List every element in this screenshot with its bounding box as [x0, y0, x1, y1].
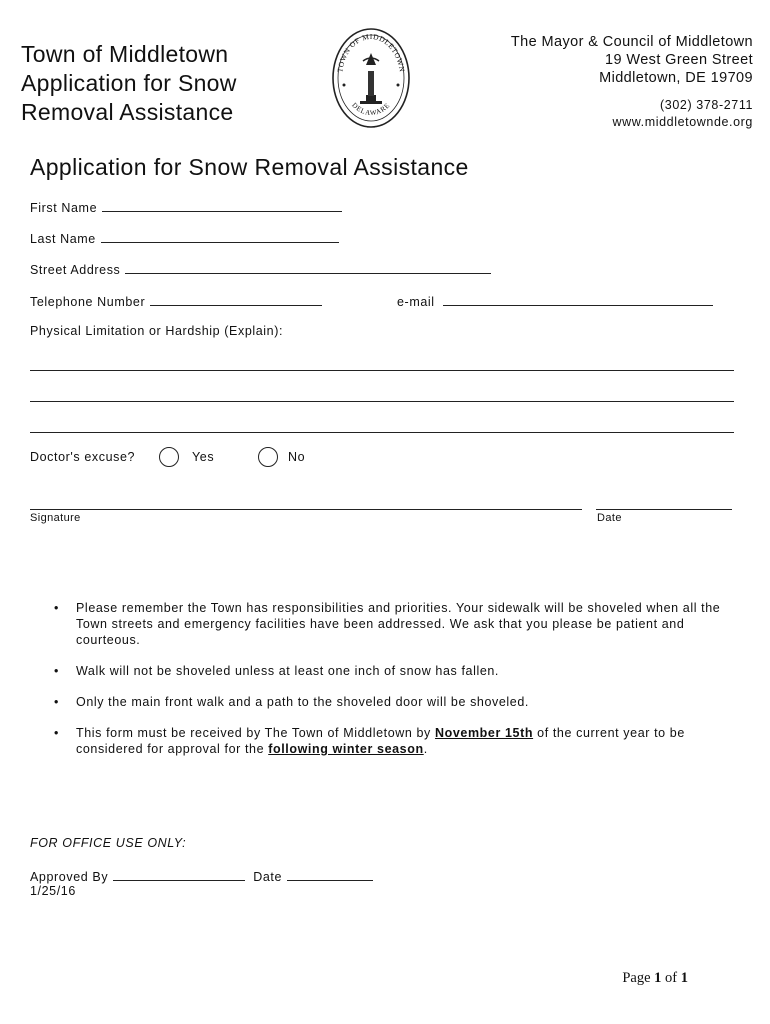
note-text-4c: . — [423, 742, 428, 756]
note-text-1: Please remember the Town has responsibilities and priorities. Your sidewalk will be shoveled when all the Town streets and emergency facilities have been addressed. We ask that you please be patient and courteous. — [76, 601, 721, 647]
address-line-1: The Mayor & Council of Middletown — [510, 34, 753, 50]
first-name-input-line[interactable] — [102, 199, 342, 212]
street-address-label: Street Address — [30, 263, 121, 277]
hardship-line-1[interactable] — [30, 370, 734, 371]
address-phone: (302) 378-2711 — [660, 98, 753, 112]
note-text-2: Walk will not be shoveled unless at least one inch of snow has fallen. — [76, 664, 499, 678]
signature-date-label: Date — [597, 512, 622, 524]
last-name-input-line[interactable] — [101, 230, 339, 243]
bullet-icon: • — [54, 664, 59, 678]
address-line-2: 19 West Green Street — [605, 52, 753, 68]
town-seal-logo — [330, 25, 412, 131]
signature-label: Signature — [30, 512, 81, 524]
note-item — [54, 663, 746, 679]
revision-date: 1/25/16 — [30, 884, 76, 898]
last-name-field — [30, 230, 339, 246]
first-name-label: First Name — [30, 201, 98, 215]
seal-bottom-text: DELAWARE — [350, 101, 392, 118]
note-item — [54, 600, 746, 648]
doctor-excuse-no-label: No — [288, 450, 306, 464]
season-text: following winter season — [268, 742, 424, 756]
doctor-excuse-yes-label: Yes — [192, 450, 215, 464]
notes-list — [54, 600, 746, 772]
deadline-text: November 15th — [434, 726, 534, 740]
approved-by-input-line[interactable] — [113, 868, 245, 881]
signature-line[interactable] — [30, 509, 582, 510]
email-label: e-mail — [397, 295, 435, 309]
street-address-input-line[interactable] — [125, 261, 491, 274]
page-number — [622, 970, 688, 987]
header-title-line-2: Application for Snow — [21, 70, 237, 96]
hardship-line-2[interactable] — [30, 401, 734, 402]
page-of: of — [665, 970, 678, 986]
street-address-field — [30, 261, 491, 277]
bullet-icon: • — [54, 601, 59, 615]
approved-by-label: Approved By — [30, 870, 109, 884]
address-website: www.middletownde.org — [612, 115, 753, 129]
bullet-icon: • — [54, 726, 59, 740]
form-title: Application for Snow Removal Assistance — [30, 154, 469, 180]
doctor-excuse-no-radio[interactable] — [258, 447, 278, 467]
approved-by-field — [30, 868, 373, 884]
telephone-label: Telephone Number — [30, 295, 146, 309]
note-item — [54, 694, 746, 710]
page-current: 1 — [654, 970, 662, 986]
svg-text:TOWN OF MIDDLETOWN — [335, 32, 406, 73]
doctor-excuse-label: Doctor's excuse? — [30, 450, 136, 464]
last-name-label: Last Name — [30, 232, 96, 246]
town-address — [511, 33, 753, 131]
first-name-field — [30, 199, 342, 215]
doctor-excuse-yes-radio[interactable] — [159, 447, 179, 467]
seal-top-text: TOWN OF MIDDLETOWN — [335, 31, 407, 73]
telephone-input-line[interactable] — [150, 293, 322, 306]
page-total: 1 — [680, 970, 688, 986]
page-word: Page — [622, 970, 651, 986]
signature-date-line[interactable] — [596, 509, 732, 510]
email-input-line[interactable] — [443, 293, 713, 306]
email-field — [397, 293, 713, 309]
hardship-line-3[interactable] — [30, 432, 734, 433]
header-title-line-1: Town of Middletown — [21, 41, 229, 67]
note-text-4b: of the current year to be considered for approval for the — [76, 726, 685, 756]
office-date-input-line[interactable] — [287, 868, 373, 881]
office-use-heading: FOR OFFICE USE ONLY: — [30, 836, 187, 850]
header-title — [21, 40, 237, 127]
telephone-field — [30, 293, 322, 309]
hardship-label: Physical Limitation or Hardship (Explain): — [30, 324, 284, 338]
note-item — [54, 725, 746, 757]
office-date-label: Date — [253, 870, 283, 884]
bullet-icon: • — [54, 695, 59, 709]
note-text-4a: This form must be received by The Town of Middletown by — [76, 726, 435, 740]
note-text-3: Only the main front walk and a path to the shoveled door will be shoveled. — [76, 695, 529, 709]
header-title-line-3: Removal Assistance — [21, 99, 234, 125]
address-line-3: Middletown, DE 19709 — [599, 70, 753, 86]
